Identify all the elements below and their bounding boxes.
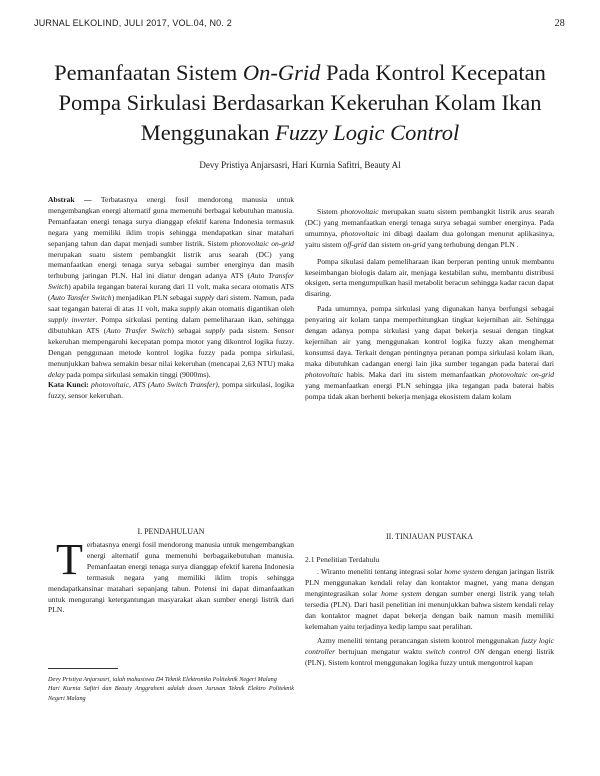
title-part: Fuzzy Logic Control xyxy=(275,120,460,145)
abstract-label: Abstrak — xyxy=(48,195,92,204)
body-text: . Wiranto meneliti tentang integrasi solar xyxy=(317,567,445,576)
body-text: Pada umumnya, pompa sirkulasi yang digunakan hanya berfungsi sebagai penyaring air kolam tanpa memperhitungkan tingkat kejernihan air. Sehingga dengan adanya pompa sirkulasi yang dapat bekerja sesuai dengan tingkat kejernihan air yang menggunakan kontrol logika fuzzy akan menghemat konsumsi daya. Terkait dengan pentingnya peranan pompa sirkulasi kolam ikan, maka dibutuhkan cadangan energi lain jika sumber tegangan pada baterai dari xyxy=(305,304,554,368)
keywords-text: , pompa sirkulasi, logika fuzzy, sensor kekeruhan. xyxy=(48,380,294,401)
title-part: Pada Kontrol Kecepatan xyxy=(320,60,546,85)
body-text: habis. Maka dari itu sistem memanfaatkan xyxy=(342,369,490,379)
footnote-line: Hari Kurnia Safitri dan Beauty Anggraheni adalah dosen Jurusan Teknik Elektro Politeknik Negeri Malang xyxy=(48,685,294,702)
abstract-text: Auto Tansfer Switch xyxy=(50,293,112,303)
intro-text: erbatasnya energi fosil mendorong manusia untuk mengembangkan energi alternatif guna memenuhi berbagaikebutuhan manusia. Pemanfaatan energi tenaga surya dianggap efektif karena Indonesia termasuk negara yang memiliki iklim tropis sehingga mendapatkansinar matahari sepanjang tahun. Potensi ini dapat dimanfaatkan untuk mengurangi ketergantungan masyarakat akan sumber energi listrik dari PLN. xyxy=(48,540,294,615)
abstract-text: photovoltaic on-grid xyxy=(230,238,294,248)
body-text: off-grid xyxy=(343,239,367,249)
title-part: On-Grid xyxy=(242,60,321,85)
abstract-text: pada pompa sirkulasi semakin tinggi (9000ms). xyxy=(64,369,211,379)
body-text: dan sistem xyxy=(366,239,403,249)
abstract-text: ) menjadikan PLN sebagai xyxy=(111,293,195,303)
abstract-text: Auto Trasfer Switch xyxy=(106,325,172,335)
subsection-heading: 2.1 Penelitian Terdahulu xyxy=(305,555,380,564)
title-part: Pemanfaatan Sistem xyxy=(54,60,243,85)
keywords-text: photovoltaic, ATS (Auto Switch Transfer) xyxy=(91,380,218,390)
title-part: Pompa Sirkulasi Berdasarkan Kekeruhan Kolam Ikan xyxy=(58,90,542,115)
keywords-label: Kata Kunci: xyxy=(48,380,89,390)
right-column-review xyxy=(305,567,554,669)
body-text: bertujuan mengatur waktu xyxy=(335,647,426,657)
abstract-text: dari sistem. Namun, pada saat tegangan baterai di atas 11 volt, maka xyxy=(48,293,295,314)
body-text: photovoltaic xyxy=(340,228,379,238)
body-text: photovoltaic on-grid xyxy=(489,369,554,379)
body-text: merupakan suatu sistem pembangkit listrik arus searah (DC) yang memanfaatkan energi tenaga surya sebagai sumber energinya. Pada umumnya, xyxy=(305,207,554,238)
body-text: Azmy meneliti tentang perancangan sistem kontrol menggunakan xyxy=(317,636,522,646)
footnote-line: Devy Pristiya Anjarsasri, ialah mahasiswa D4 Teknik Elektronika Politeknik Negeri Malang xyxy=(48,676,277,683)
abstract-text: Auto Transfer Switch xyxy=(48,271,294,292)
abstract-text: ) apabila tegangan baterai kurang dari 11 volt, maka secara otomatis ATS ( xyxy=(48,282,294,303)
abstract-text: supply inverter xyxy=(48,314,96,324)
section-heading-review: II. TINJAUAN PUSTAKA xyxy=(386,532,473,541)
abstract-text: supply xyxy=(205,325,225,335)
abstract-text: pada sistem. Sensor kekeruhan mempengaruhi kecepatan pompa motor yang dikontrol logika fuzzy. Dengan penggunaan metode kontrol logika fuzzy pada pompa sirkulasi, menunjukkan bahwa semakin besar nilai kekeruhan (mencapai 2,63 NTU) maka xyxy=(48,325,294,368)
abstract-text: merupakan suatu sistem pembangkit listrik arus searah (DC) yang memanfaatkan energi tenaga surya sebagai sumber energinya dan masih terhubung jaringan PLN. Hal ini diatur dengan adanya ATS ( xyxy=(48,249,294,281)
section-heading-intro: I. PENDAHULUAN xyxy=(137,527,205,536)
journal-name: JURNAL ELKOLIND, JULI 2017, VOL.04, N0. 2 xyxy=(34,18,232,28)
abstract-text: Terbatasnya energi fosil mendorong manusia untuk mengembangkan energi alternatif guna memenuhi berbagai kebutuhan manusia. Pemanfaatan energi tenaga surya dianggap efektif karena Indonesia termasuk negara yang memiliki iklim tropis sehingga mendapatkan sinar matahari sepanjang tahun dan dapat menjadi sumber listrik. Sistem xyxy=(48,195,295,248)
body-text: photovoltaic xyxy=(340,207,379,216)
intro-paragraph xyxy=(48,535,294,616)
running-header xyxy=(34,18,565,32)
body-text: on-grid xyxy=(402,239,426,249)
paper-title xyxy=(20,58,580,148)
abstract xyxy=(48,195,294,402)
abstract-text: akan otomatis digantikan oleh xyxy=(199,304,294,314)
body-text: switch control ON xyxy=(425,647,485,657)
title-part: Menggunakan xyxy=(140,120,276,145)
abstract-text: ) sebagai xyxy=(171,325,206,335)
right-column-intro xyxy=(305,207,554,402)
drop-cap: T xyxy=(56,535,83,584)
body-text: yang terhubung dengan PLN . xyxy=(425,239,519,249)
body-text: dengan energi listrik (PLN). Sistem kontrol menggunakan logika fuzzy untuk mengontrol kapan xyxy=(305,647,554,668)
body-text: fuzzy logic controller xyxy=(305,636,554,657)
body-text: dengan jaringan listrik PLN menggunakan kendali relay dan kontaktor magnet, yang mana dengan mengintegrasikan solar xyxy=(305,567,554,598)
body-paragraph: Pompa sikulasi dalam pemeliharaan ikan berperan penting untuk membantu keseimbangan biologis dalam air, menjaga kestabilan suhu, membantu distribusi oksigen, serta mengumpulkan hasil metabolit beracun sehingga kadar racun dapat disaring. xyxy=(305,256,554,299)
body-text: home system xyxy=(444,567,484,576)
body-text: photovoltaic xyxy=(305,369,343,379)
abstract-text: . Pompa sirkulasi penting dalam pemeliharaan ikan, sehingga dibutuhkan ATS ( xyxy=(48,314,294,335)
abstract-text: supply xyxy=(180,304,200,314)
body-text: home system xyxy=(381,588,422,598)
abstract-text: supply xyxy=(194,293,215,303)
body-text: yang memanfaatkan energi PLN sehingga jika tegangan pada baterai habis pompa tidak akan berhenti bekerja menjaga ekosistem dalam kolam xyxy=(305,380,554,401)
body-text: ini dibagi daalam dua golongan menurut aplikasinya, yaitu sistem xyxy=(305,228,554,249)
footnote xyxy=(48,675,294,703)
footnote-rule xyxy=(48,668,118,669)
body-text: dengan sumber energi listrik yang telah tersedia (PLN). Dari hasil penelitian ini menunjukkan bahwa sistem kendali relay dan kontaktor magnet dapat bekerja dengan baik namun masih memiliki kelemahan yaitu terjadinya kedip lampu saat peralihan. xyxy=(305,588,555,631)
author-list: Devy Pristiya Anjarsasri, Hari Kurnia Safitri, Beauty Al xyxy=(199,160,401,170)
page-number: 28 xyxy=(554,18,565,29)
body-text: Sistem xyxy=(317,207,341,216)
abstract-text: delay xyxy=(48,369,65,379)
